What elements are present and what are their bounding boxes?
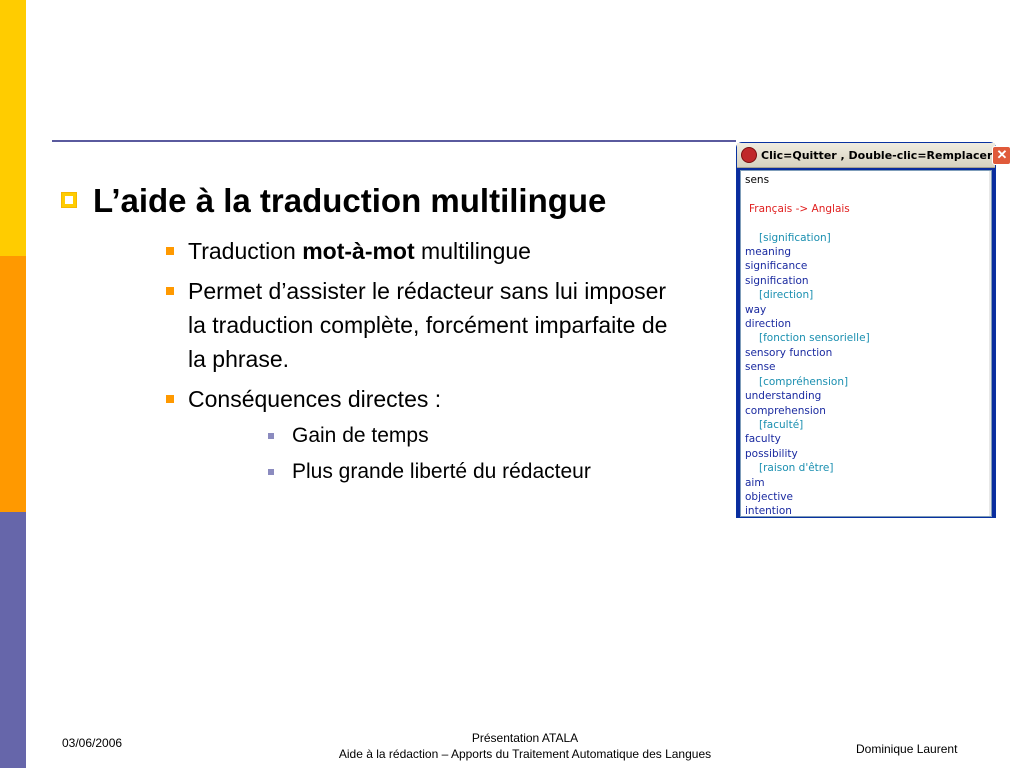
- list-item[interactable]: comprehension: [745, 404, 826, 417]
- list-category[interactable]: [fonction sensorielle]: [759, 332, 870, 345]
- orange-square-bullet-icon: [166, 395, 174, 403]
- popup-list-box[interactable]: [740, 170, 992, 517]
- title-rule: [52, 140, 736, 142]
- list-item[interactable]: significance: [745, 260, 808, 273]
- list-item[interactable]: objective: [745, 490, 793, 503]
- list-item[interactable]: possibility: [745, 447, 798, 460]
- slide-heading: L’aide à la traduction multilingue: [93, 182, 607, 219]
- list-item[interactable]: faculty: [745, 433, 781, 446]
- bullet-text-pre: Traduction: [188, 238, 303, 264]
- bullet-text: Permet d’assister le rédacteur sans lui imposer la traduction complète, forcément imparfaite de la phrase.: [188, 278, 668, 372]
- scrollbar-track[interactable]: [989, 171, 991, 516]
- translation-list[interactable]: [741, 171, 991, 521]
- popup-title: Clic=Quitter , Double-clic=Remplacer: [761, 148, 993, 162]
- list-item[interactable]: aim: [745, 476, 765, 489]
- list-item[interactable]: sensory function: [745, 346, 833, 359]
- side-band-orange: [0, 256, 26, 512]
- list-item[interactable]: intention: [745, 505, 792, 518]
- side-band-purple: [0, 512, 26, 768]
- list-item[interactable]: Français -> Anglais: [749, 202, 850, 215]
- purple-square-bullet-icon: [268, 469, 274, 475]
- side-band-yellow: [0, 0, 26, 256]
- list-item[interactable]: direction: [745, 318, 792, 331]
- list-spacer: [745, 216, 987, 230]
- list-item[interactable]: signification: [745, 274, 809, 287]
- heading-bullet-row: [62, 176, 742, 226]
- list-spacer: [745, 187, 987, 201]
- bullet-text-bold: mot-à-mot: [302, 238, 415, 264]
- list-item[interactable]: meaning: [745, 246, 792, 259]
- list-item[interactable]: sens: [745, 174, 770, 186]
- list-category[interactable]: [compréhension]: [759, 375, 849, 388]
- list-item[interactable]: understanding: [745, 390, 822, 403]
- app-icon: [741, 147, 757, 163]
- footer-presentation-title: Présentation ATALA: [471, 731, 579, 745]
- footer-subtitle: Aide à la rédaction – Apports du Traitement Automatique des Langues: [338, 747, 712, 761]
- orange-square-bullet-icon: [166, 247, 174, 255]
- list-category[interactable]: [signification]: [759, 231, 831, 244]
- translation-popup-window[interactable]: [736, 142, 1008, 518]
- slide-content: [62, 176, 742, 488]
- list-item[interactable]: way: [745, 303, 767, 316]
- footer-center: [310, 730, 740, 762]
- orange-square-bullet-icon: [166, 287, 174, 295]
- bullet-text-post: multilingue: [414, 238, 531, 264]
- bullet-text: [188, 234, 531, 268]
- purple-square-bullet-icon: [268, 433, 274, 439]
- sub-bullet-text: Plus grande liberté du rédacteur: [292, 460, 591, 483]
- sub-bullet-point: [268, 420, 742, 452]
- hollow-square-bullet-icon: [62, 193, 76, 207]
- sub-bullet-point: [268, 456, 742, 488]
- list-category[interactable]: [faculté]: [759, 418, 804, 431]
- close-button[interactable]: ✕: [992, 146, 1011, 165]
- list-item[interactable]: sense: [745, 361, 776, 374]
- footer-date: 03/06/2006: [62, 736, 123, 750]
- bullet-point: [166, 234, 742, 268]
- footer-author: Dominique Laurent: [856, 742, 958, 756]
- bullet-point: [166, 274, 742, 376]
- list-category[interactable]: [direction]: [759, 289, 814, 302]
- sub-bullet-text: Gain de temps: [292, 424, 429, 447]
- bullet-point: [166, 382, 742, 416]
- list-category[interactable]: [raison d'être]: [759, 462, 834, 475]
- bullet-text: Conséquences directes :: [188, 386, 442, 412]
- popup-titlebar[interactable]: [737, 143, 1008, 168]
